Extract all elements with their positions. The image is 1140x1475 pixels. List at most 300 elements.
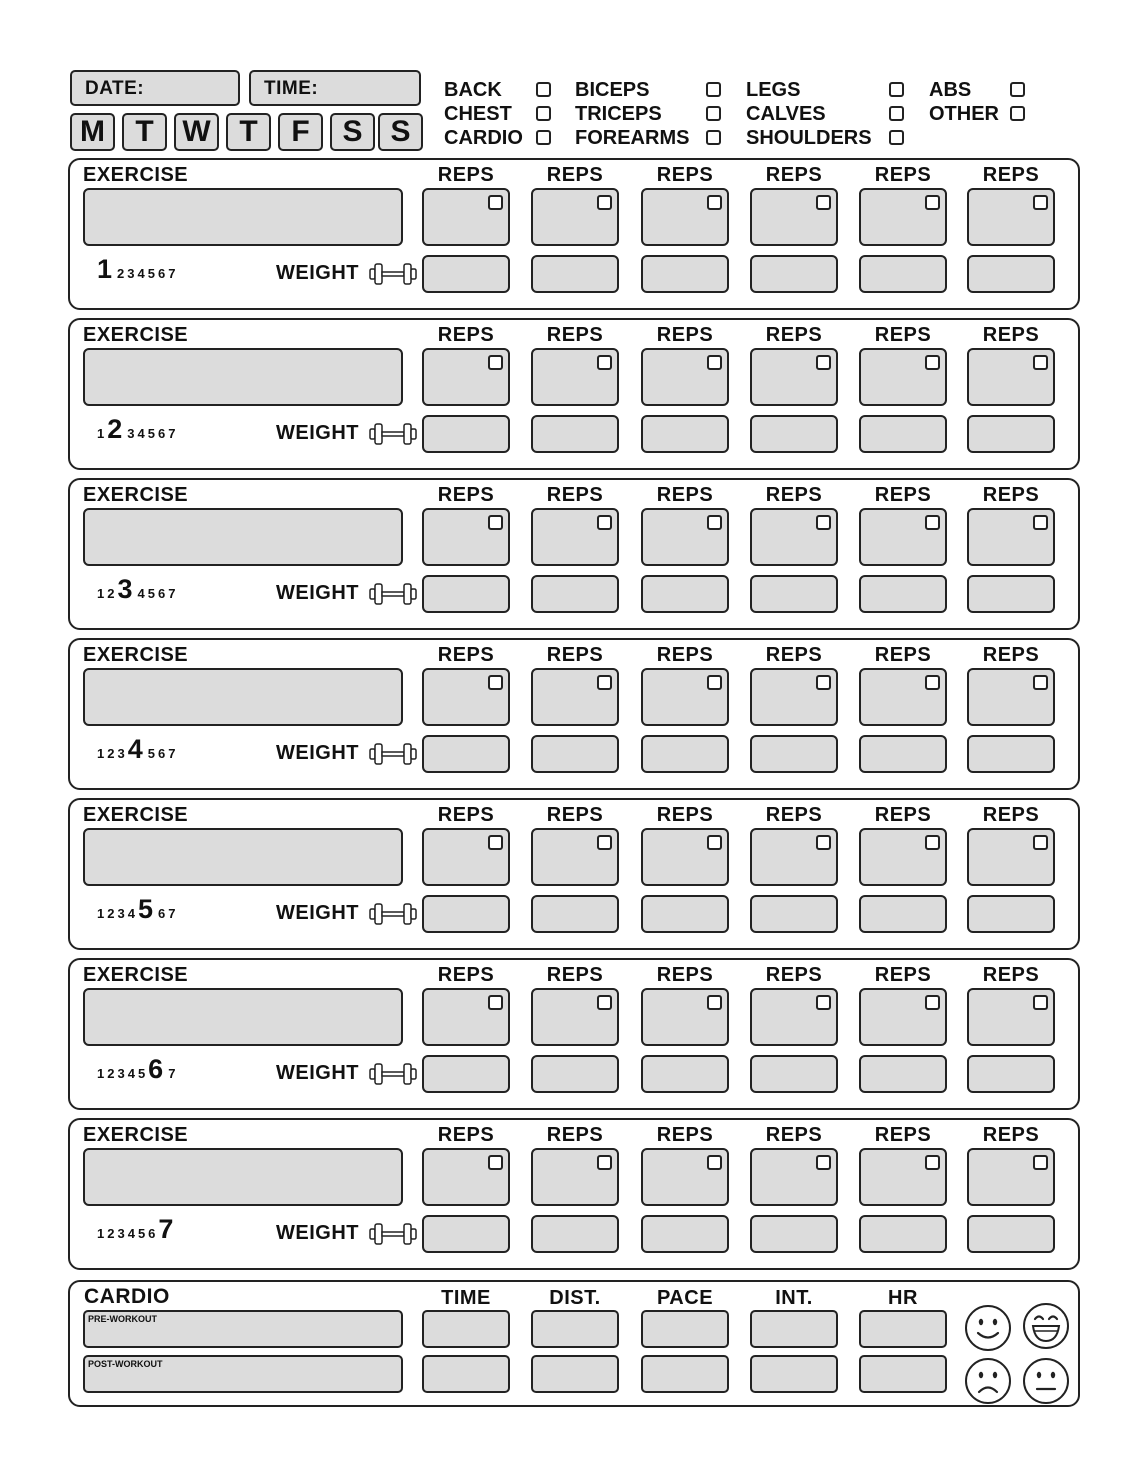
exercise-name-input[interactable] xyxy=(83,828,403,886)
checkbox-calves[interactable] xyxy=(889,106,904,121)
reps-input-set-5[interactable] xyxy=(859,348,947,406)
big-grin-face-icon[interactable] xyxy=(1022,1302,1070,1350)
reps-label: REPS xyxy=(874,1124,932,1146)
weight-label: WEIGHT xyxy=(276,1222,359,1244)
exercise-card-3 xyxy=(68,478,1080,630)
set-done-checkbox[interactable] xyxy=(1033,835,1048,850)
reps-label: REPS xyxy=(546,964,604,986)
set-done-checkbox[interactable] xyxy=(707,355,722,370)
checkbox-triceps[interactable] xyxy=(706,106,721,121)
exercise-number-indicator xyxy=(97,414,178,448)
weight-input-set-5[interactable] xyxy=(859,895,947,933)
weight-input-set-5[interactable] xyxy=(859,735,947,773)
weight-label: WEIGHT xyxy=(276,902,359,924)
exercise-number-1: 1 xyxy=(97,254,113,284)
exercise-number-2: 2 xyxy=(117,266,125,281)
weight-input-set-4[interactable] xyxy=(750,415,838,453)
reps-input-set-2[interactable] xyxy=(531,508,619,566)
exercise-number-1: 1 xyxy=(97,1226,105,1241)
exercise-label: EXERCISE xyxy=(83,644,189,666)
set-done-checkbox[interactable] xyxy=(488,195,503,210)
set-done-checkbox[interactable] xyxy=(925,355,940,370)
set-done-checkbox[interactable] xyxy=(597,195,612,210)
exercise-number-2: 2 xyxy=(107,1226,115,1241)
reps-label: REPS xyxy=(982,804,1040,826)
weight-input-set-3[interactable] xyxy=(641,735,729,773)
reps-input-set-4[interactable] xyxy=(750,188,838,246)
exercise-number-5: 5 xyxy=(147,266,155,281)
muscle-label-triceps: TRICEPS xyxy=(575,103,662,125)
weight-input-set-2[interactable] xyxy=(531,735,619,773)
reps-input-set-1[interactable] xyxy=(422,668,510,726)
cardio-col-hr: HR xyxy=(888,1287,918,1309)
exercise-number-indicator xyxy=(97,894,178,928)
exercise-label: EXERCISE xyxy=(83,804,189,826)
reps-label: REPS xyxy=(437,324,495,346)
set-done-checkbox[interactable] xyxy=(1033,995,1048,1010)
set-done-checkbox[interactable] xyxy=(488,835,503,850)
reps-label: REPS xyxy=(546,804,604,826)
time-label: TIME: xyxy=(264,78,319,99)
cardio-col-int: INT. xyxy=(775,1287,813,1309)
reps-label: REPS xyxy=(656,804,714,826)
post-workout-label: POST-WORKOUT xyxy=(88,1359,163,1369)
exercise-number-7: 7 xyxy=(168,1066,176,1081)
weight-input-set-2[interactable] xyxy=(531,415,619,453)
reps-input-set-2[interactable] xyxy=(531,1148,619,1206)
weight-input-set-4[interactable] xyxy=(750,1215,838,1253)
weight-label: WEIGHT xyxy=(276,582,359,604)
exercise-number-4: 4 xyxy=(127,1226,135,1241)
checkbox-biceps[interactable] xyxy=(706,82,721,97)
checkbox-cardio[interactable] xyxy=(536,130,551,145)
reps-input-set-6[interactable] xyxy=(967,828,1055,886)
set-done-checkbox[interactable] xyxy=(707,995,722,1010)
set-done-checkbox[interactable] xyxy=(816,195,831,210)
exercise-number-3: 3 xyxy=(127,266,135,281)
day-monday[interactable]: M xyxy=(70,113,115,151)
set-done-checkbox[interactable] xyxy=(597,675,612,690)
reps-label: REPS xyxy=(437,644,495,666)
weight-input-set-2[interactable] xyxy=(531,255,619,293)
exercise-number-6: 6 xyxy=(157,426,166,441)
exercise-number-5: 5 xyxy=(137,1066,146,1081)
reps-input-set-5[interactable] xyxy=(859,188,947,246)
set-done-checkbox[interactable] xyxy=(816,515,831,530)
smile-face-icon[interactable] xyxy=(964,1304,1012,1352)
reps-input-set-3[interactable] xyxy=(641,668,729,726)
reps-input-set-3[interactable] xyxy=(641,988,729,1046)
dumbbell-icon xyxy=(368,581,418,607)
reps-label: REPS xyxy=(437,164,495,186)
set-done-checkbox[interactable] xyxy=(816,355,831,370)
reps-input-set-5[interactable] xyxy=(859,1148,947,1206)
exercise-number-indicator xyxy=(97,574,178,608)
checkbox-back[interactable] xyxy=(536,82,551,97)
set-done-checkbox[interactable] xyxy=(925,675,940,690)
exercise-number-3: 3 xyxy=(117,1066,125,1081)
reps-input-set-2[interactable] xyxy=(531,828,619,886)
set-done-checkbox[interactable] xyxy=(597,995,612,1010)
weight-input-set-5[interactable] xyxy=(859,1215,947,1253)
post-workout-field[interactable] xyxy=(83,1355,403,1393)
dumbbell-icon xyxy=(368,1061,418,1087)
weight-input-set-4[interactable] xyxy=(750,255,838,293)
reps-label: REPS xyxy=(437,484,495,506)
muscle-label-forearms: FOREARMS xyxy=(575,127,690,149)
set-done-checkbox[interactable] xyxy=(707,835,722,850)
weight-input-set-1[interactable] xyxy=(422,1215,510,1253)
exercise-number-7: 7 xyxy=(168,586,176,601)
exercise-name-input[interactable] xyxy=(83,508,403,566)
weight-input-set-2[interactable] xyxy=(531,1055,619,1093)
set-done-checkbox[interactable] xyxy=(925,995,940,1010)
set-done-checkbox[interactable] xyxy=(925,515,940,530)
set-done-checkbox[interactable] xyxy=(925,195,940,210)
reps-input-set-3[interactable] xyxy=(641,188,729,246)
set-done-checkbox[interactable] xyxy=(488,355,503,370)
reps-input-set-1[interactable] xyxy=(422,508,510,566)
header xyxy=(68,68,1078,154)
exercise-number-6: 6 xyxy=(157,746,166,761)
reps-input-set-2[interactable] xyxy=(531,668,619,726)
weight-input-set-1[interactable] xyxy=(422,575,510,613)
weight-input-set-6[interactable] xyxy=(967,1215,1055,1253)
day-sunday[interactable]: S xyxy=(378,113,423,151)
dumbbell-icon xyxy=(368,421,418,447)
exercise-number-3: 3 xyxy=(127,426,135,441)
exercise-number-4: 4 xyxy=(127,906,135,921)
exercise-number-3: 3 xyxy=(117,574,133,604)
cardio-col-time: TIME xyxy=(441,1287,491,1309)
checkbox-other[interactable] xyxy=(1010,106,1025,121)
reps-input-set-5[interactable] xyxy=(859,508,947,566)
reps-label: REPS xyxy=(982,164,1040,186)
checkbox-shoulders[interactable] xyxy=(889,130,904,145)
reps-label: REPS xyxy=(656,644,714,666)
exercise-number-indicator xyxy=(97,1214,178,1248)
exercise-number-5: 5 xyxy=(137,1226,146,1241)
set-done-checkbox[interactable] xyxy=(1033,515,1048,530)
weight-label: WEIGHT xyxy=(276,422,359,444)
reps-label: REPS xyxy=(874,644,932,666)
exercise-number-5: 5 xyxy=(147,746,155,761)
exercise-number-7: 7 xyxy=(168,426,176,441)
set-done-checkbox[interactable] xyxy=(597,515,612,530)
set-done-checkbox[interactable] xyxy=(488,1155,503,1170)
reps-label: REPS xyxy=(437,964,495,986)
weight-label: WEIGHT xyxy=(276,742,359,764)
set-done-checkbox[interactable] xyxy=(707,675,722,690)
reps-input-set-2[interactable] xyxy=(531,348,619,406)
pre-hr-input[interactable] xyxy=(859,1310,947,1348)
weight-input-set-3[interactable] xyxy=(641,1215,729,1253)
set-done-checkbox[interactable] xyxy=(816,1155,831,1170)
weight-input-set-1[interactable] xyxy=(422,255,510,293)
reps-input-set-5[interactable] xyxy=(859,668,947,726)
reps-input-set-2[interactable] xyxy=(531,988,619,1046)
exercise-card-6 xyxy=(68,958,1080,1110)
exercise-number-2: 2 xyxy=(107,746,115,761)
muscle-label-cardio: CARDIO xyxy=(444,127,523,149)
set-done-checkbox[interactable] xyxy=(925,1155,940,1170)
dumbbell-icon xyxy=(368,1221,418,1247)
exercise-card-2 xyxy=(68,318,1080,470)
exercise-number-5: 5 xyxy=(147,426,155,441)
reps-label: REPS xyxy=(874,164,932,186)
post-hr-input[interactable] xyxy=(859,1355,947,1393)
reps-label: REPS xyxy=(765,484,823,506)
reps-label: REPS xyxy=(765,964,823,986)
exercise-name-input[interactable] xyxy=(83,188,403,246)
reps-input-set-4[interactable] xyxy=(750,988,838,1046)
reps-label: REPS xyxy=(656,964,714,986)
exercise-label: EXERCISE xyxy=(83,1124,189,1146)
day-saturday[interactable]: S xyxy=(330,113,375,151)
reps-label: REPS xyxy=(982,644,1040,666)
weight-input-set-2[interactable] xyxy=(531,1215,619,1253)
muscle-group-checklist xyxy=(444,78,1084,154)
reps-input-set-4[interactable] xyxy=(750,508,838,566)
exercise-card-7 xyxy=(68,1118,1080,1270)
set-done-checkbox[interactable] xyxy=(1033,675,1048,690)
reps-label: REPS xyxy=(437,1124,495,1146)
weight-input-set-4[interactable] xyxy=(750,575,838,613)
reps-label: REPS xyxy=(656,164,714,186)
set-done-checkbox[interactable] xyxy=(597,355,612,370)
post-dist-input[interactable] xyxy=(531,1355,619,1393)
reps-input-set-4[interactable] xyxy=(750,828,838,886)
cardio-col-dist: DIST. xyxy=(549,1287,601,1309)
exercise-number-indicator xyxy=(97,734,178,768)
weight-input-set-2[interactable] xyxy=(531,575,619,613)
reps-input-set-4[interactable] xyxy=(750,348,838,406)
weight-input-set-6[interactable] xyxy=(967,1055,1055,1093)
weight-input-set-4[interactable] xyxy=(750,895,838,933)
weight-input-set-1[interactable] xyxy=(422,735,510,773)
set-done-checkbox[interactable] xyxy=(816,675,831,690)
set-done-checkbox[interactable] xyxy=(925,835,940,850)
exercise-card-5 xyxy=(68,798,1080,950)
exercise-number-1: 1 xyxy=(97,1066,105,1081)
reps-label: REPS xyxy=(546,324,604,346)
exercise-name-input[interactable] xyxy=(83,668,403,726)
set-done-checkbox[interactable] xyxy=(488,515,503,530)
exercise-number-6: 6 xyxy=(148,1054,164,1084)
weight-input-set-6[interactable] xyxy=(967,735,1055,773)
pre-workout-label: PRE-WORKOUT xyxy=(88,1314,157,1324)
cardio-col-pace: PACE xyxy=(656,1287,714,1309)
set-done-checkbox[interactable] xyxy=(597,1155,612,1170)
reps-label: REPS xyxy=(982,484,1040,506)
reps-input-set-4[interactable] xyxy=(750,668,838,726)
day-thursday[interactable]: T xyxy=(226,113,271,151)
date-field[interactable] xyxy=(70,70,240,106)
weight-input-set-6[interactable] xyxy=(967,415,1055,453)
reps-input-set-2[interactable] xyxy=(531,188,619,246)
weight-label: WEIGHT xyxy=(276,262,359,284)
reps-input-set-6[interactable] xyxy=(967,508,1055,566)
reps-label: REPS xyxy=(874,484,932,506)
time-field[interactable] xyxy=(249,70,421,106)
weight-input-set-4[interactable] xyxy=(750,735,838,773)
reps-input-set-6[interactable] xyxy=(967,348,1055,406)
muscle-label-other: OTHER xyxy=(929,103,999,125)
set-done-checkbox[interactable] xyxy=(707,195,722,210)
checkbox-legs[interactable] xyxy=(889,82,904,97)
reps-label: REPS xyxy=(546,484,604,506)
reps-input-set-3[interactable] xyxy=(641,508,729,566)
exercise-number-1: 1 xyxy=(97,906,105,921)
pre-workout-field[interactable] xyxy=(83,1310,403,1348)
reps-label: REPS xyxy=(765,164,823,186)
pre-pace-input[interactable] xyxy=(641,1310,729,1348)
muscle-label-calves: CALVES xyxy=(746,103,826,125)
exercise-number-7: 7 xyxy=(168,906,176,921)
reps-label: REPS xyxy=(982,1124,1040,1146)
exercise-number-7: 7 xyxy=(168,266,176,281)
exercise-card-1 xyxy=(68,158,1080,310)
cardio-title: CARDIO xyxy=(84,1285,170,1308)
pre-dist-input[interactable] xyxy=(531,1310,619,1348)
post-pace-input[interactable] xyxy=(641,1355,729,1393)
set-done-checkbox[interactable] xyxy=(1033,195,1048,210)
reps-input-set-1[interactable] xyxy=(422,348,510,406)
exercise-label: EXERCISE xyxy=(83,964,189,986)
checkbox-forearms[interactable] xyxy=(706,130,721,145)
reps-input-set-3[interactable] xyxy=(641,1148,729,1206)
reps-input-set-4[interactable] xyxy=(750,1148,838,1206)
reps-input-set-1[interactable] xyxy=(422,188,510,246)
weight-input-set-6[interactable] xyxy=(967,895,1055,933)
cardio-section xyxy=(68,1280,1080,1407)
reps-label: REPS xyxy=(546,644,604,666)
date-label: DATE: xyxy=(85,78,145,99)
checkbox-abs[interactable] xyxy=(1010,82,1025,97)
post-time-input[interactable] xyxy=(422,1355,510,1393)
set-done-checkbox[interactable] xyxy=(707,515,722,530)
reps-input-set-5[interactable] xyxy=(859,828,947,886)
weight-input-set-1[interactable] xyxy=(422,895,510,933)
weight-input-set-6[interactable] xyxy=(967,575,1055,613)
weight-input-set-3[interactable] xyxy=(641,255,729,293)
exercise-number-5: 5 xyxy=(137,894,153,924)
set-done-checkbox[interactable] xyxy=(816,995,831,1010)
reps-input-set-6[interactable] xyxy=(967,1148,1055,1206)
reps-input-set-6[interactable] xyxy=(967,988,1055,1046)
weight-input-set-1[interactable] xyxy=(422,415,510,453)
reps-input-set-1[interactable] xyxy=(422,1148,510,1206)
weight-input-set-6[interactable] xyxy=(967,255,1055,293)
reps-input-set-3[interactable] xyxy=(641,348,729,406)
exercise-number-3: 3 xyxy=(117,746,125,761)
frown-face-icon[interactable] xyxy=(964,1357,1012,1405)
weight-input-set-5[interactable] xyxy=(859,575,947,613)
set-done-checkbox[interactable] xyxy=(1033,355,1048,370)
set-done-checkbox[interactable] xyxy=(488,995,503,1010)
reps-label: REPS xyxy=(874,804,932,826)
dumbbell-icon xyxy=(368,901,418,927)
post-int-input[interactable] xyxy=(750,1355,838,1393)
set-done-checkbox[interactable] xyxy=(1033,1155,1048,1170)
weight-input-set-3[interactable] xyxy=(641,895,729,933)
set-done-checkbox[interactable] xyxy=(488,675,503,690)
weight-input-set-3[interactable] xyxy=(641,415,729,453)
reps-label: REPS xyxy=(546,1124,604,1146)
exercise-name-input[interactable] xyxy=(83,348,403,406)
exercise-number-3: 3 xyxy=(117,906,125,921)
weight-input-set-5[interactable] xyxy=(859,255,947,293)
weight-input-set-3[interactable] xyxy=(641,1055,729,1093)
exercise-label: EXERCISE xyxy=(83,324,189,346)
set-done-checkbox[interactable] xyxy=(597,835,612,850)
reps-input-set-1[interactable] xyxy=(422,988,510,1046)
exercise-card-4 xyxy=(68,638,1080,790)
day-tuesday[interactable]: T xyxy=(122,113,167,151)
reps-label: REPS xyxy=(546,164,604,186)
exercise-number-6: 6 xyxy=(157,906,166,921)
reps-label: REPS xyxy=(765,324,823,346)
dumbbell-icon xyxy=(368,261,418,287)
exercise-number-1: 1 xyxy=(97,586,105,601)
dumbbell-icon xyxy=(368,741,418,767)
reps-label: REPS xyxy=(765,804,823,826)
exercise-number-4: 4 xyxy=(127,1066,135,1081)
exercise-number-6: 6 xyxy=(157,266,166,281)
checkbox-chest[interactable] xyxy=(536,106,551,121)
set-done-checkbox[interactable] xyxy=(707,1155,722,1170)
exercise-number-4: 4 xyxy=(137,426,145,441)
exercise-number-4: 4 xyxy=(127,734,143,764)
exercise-number-2: 2 xyxy=(107,1066,115,1081)
exercise-number-3: 3 xyxy=(117,1226,125,1241)
muscle-label-biceps: BICEPS xyxy=(575,79,650,101)
exercise-number-2: 2 xyxy=(107,586,115,601)
reps-input-set-3[interactable] xyxy=(641,828,729,886)
muscle-label-chest: CHEST xyxy=(444,103,512,125)
reps-input-set-6[interactable] xyxy=(967,668,1055,726)
muscle-label-shoulders: SHOULDERS xyxy=(746,127,872,149)
weight-input-set-4[interactable] xyxy=(750,1055,838,1093)
exercise-number-indicator xyxy=(97,1054,178,1088)
day-friday[interactable]: F xyxy=(278,113,323,151)
exercise-number-7: 7 xyxy=(168,746,176,761)
reps-label: REPS xyxy=(656,1124,714,1146)
reps-input-set-6[interactable] xyxy=(967,188,1055,246)
reps-input-set-1[interactable] xyxy=(422,828,510,886)
reps-input-set-5[interactable] xyxy=(859,988,947,1046)
exercise-name-input[interactable] xyxy=(83,1148,403,1206)
exercise-name-input[interactable] xyxy=(83,988,403,1046)
exercise-number-2: 2 xyxy=(107,906,115,921)
reps-label: REPS xyxy=(874,324,932,346)
reps-label: REPS xyxy=(982,324,1040,346)
set-done-checkbox[interactable] xyxy=(816,835,831,850)
weight-input-set-3[interactable] xyxy=(641,575,729,613)
exercise-number-1: 1 xyxy=(97,746,105,761)
weight-input-set-5[interactable] xyxy=(859,415,947,453)
weight-input-set-1[interactable] xyxy=(422,1055,510,1093)
weight-input-set-5[interactable] xyxy=(859,1055,947,1093)
pre-int-input[interactable] xyxy=(750,1310,838,1348)
pre-time-input[interactable] xyxy=(422,1310,510,1348)
reps-label: REPS xyxy=(765,1124,823,1146)
reps-label: REPS xyxy=(656,484,714,506)
exercise-label: EXERCISE xyxy=(83,164,189,186)
neutral-face-icon[interactable] xyxy=(1022,1357,1070,1405)
weight-input-set-2[interactable] xyxy=(531,895,619,933)
day-wednesday[interactable]: W xyxy=(174,113,219,151)
